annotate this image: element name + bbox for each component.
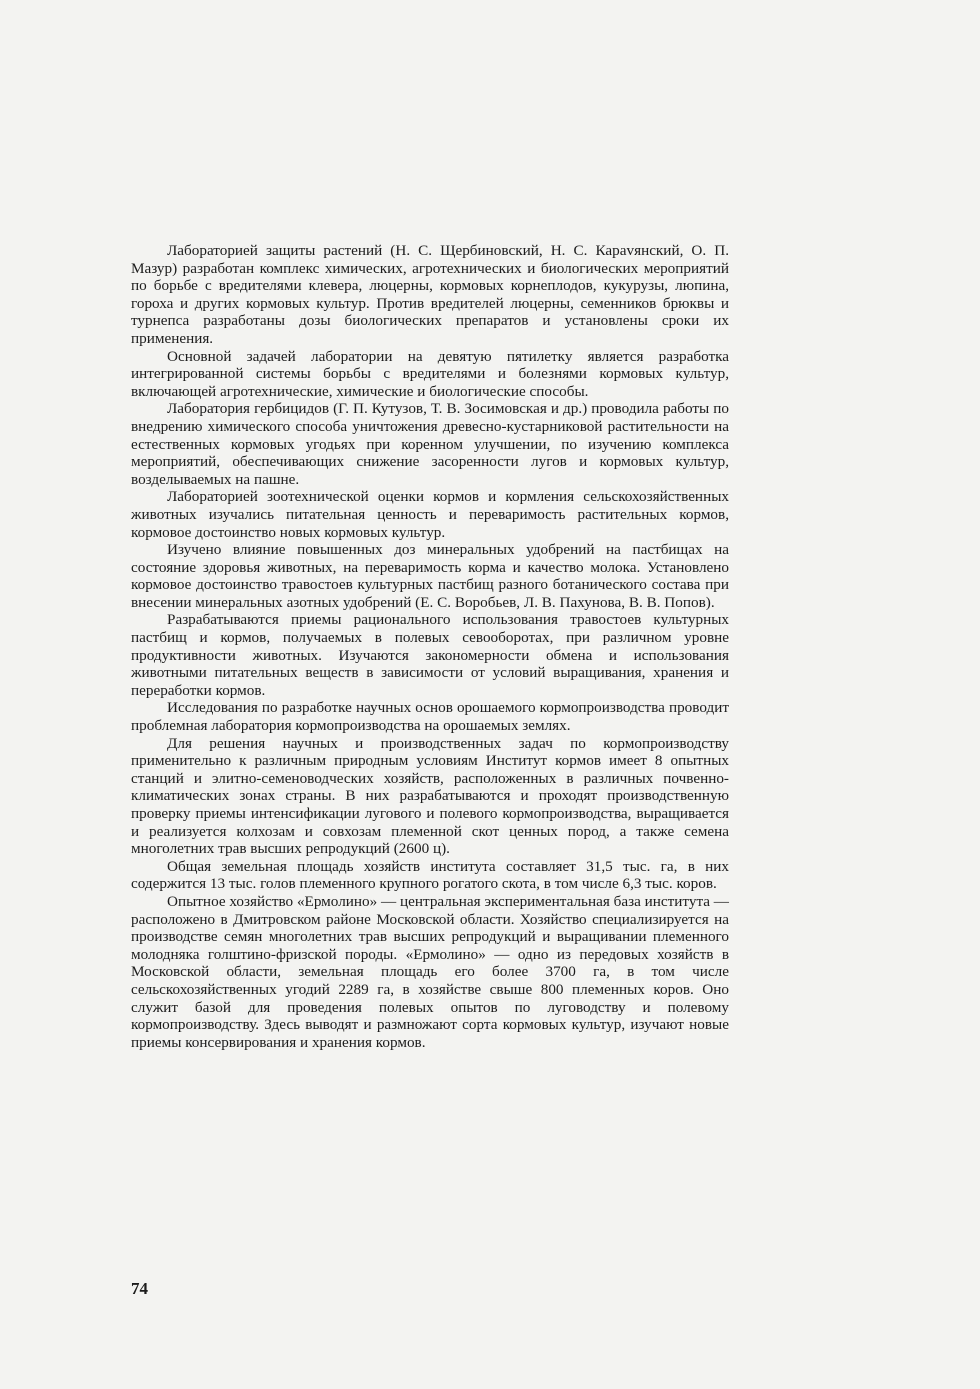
paragraph: Лабораторией зоотехнической оценки кормов и кормления сельскохозяйственных животных изучались питательная ценность и переваримость растительных кормов, кормовое достоинство новых кормовых культур. <box>131 488 729 541</box>
paragraph: Для решения научных и производственных задач по кормопроизводству применительно к различным природным условиям Институт кормов имеет 8 опытных станций и элитно-семеноводческих хозяйств, расположенных в различных почвенно-климатических зонах страны. В них разрабатываются и проходят производственную проверку приемы интенсификации лугового и полевого кормопроизводства, выращивается и реализуется колхозам и совхозам племенной скот ценных пород, а также семена многолетних трав высших репродукций (2600 ц). <box>131 734 729 858</box>
paragraph: Лаборатория гербицидов (Г. П. Кутузов, Т. В. Зосимовская и др.) проводила работы по внедрению химического способа уничтожения древесно-кустарниковой растительности на естественных кормовых угодьях при коренном улучшении, по изучению комплекса мероприятий, обеспечивающих снижение засоренности лугов и кормовых культур, возделываемых на пашне. <box>131 400 729 488</box>
paragraph: Общая земельная площадь хозяйств института составляет 31,5 тыс. га, в них содержится 13 тыс. голов племенного крупного рогатого скота, в том числе 6,3 тыс. коров. <box>131 857 729 893</box>
paragraph: Изучено влияние повышенных доз минеральных удобрений на пастбищах на состояние здоровья животных, на переваримость корма и качество молока. Установлено кормовое достоинство травостоев культурных пастбищ разного ботанического состава при внесении минеральных азотных удобрений (Е. С. Воробьев, Л. В. Пахунова, В. В. Попов). <box>131 541 729 611</box>
document-body <box>131 242 729 1051</box>
paragraph: Опытное хозяйство «Ермолино» — центральная экспериментальная база института — расположено в Дмитровском районе Московской области. Хозяйство специализируется на производстве семян многолетних трав высших репродукций и выращивании племенного молодняка голштино-фризской породы. «Ермолино» — одно из передовых хозяйств в Московской области, земельная площадь его более 3700 га, в том числе сельскохозяйственных угодий 2289 га, в хозяйстве свыше 800 племенных коров. Оно служит базой для проведения полевых опытов по луговодству и полевому кормопроизводству. Здесь выводят и размножают сорта кормовых культур, изучают новые приемы консервирования и хранения кормов. <box>131 892 729 1051</box>
paragraph: Лабораторией защиты растений (Н. С. Щербиновский, Н. С. Карavянский, О. П. Мазур) разработан комплекс химических, агротехнических и биологических мероприятий по борьбе с вредителями клевера, люцерны, кормовых корнеплодов, кукурузы, люпина, гороха и других кормовых культур. Против вредителей люцерны, семенников брюквы и турнепса разработаны дозы биологических препаратов и установлены сроки их применения. <box>131 242 729 347</box>
page-number: 74 <box>131 1279 148 1298</box>
paragraph: Основной задачей лаборатории на девятую пятилетку является разработка интегрированной системы борьбы с вредителями и болезнями кормовых культур, включающей агротехнические, химические и биологические способы. <box>131 347 729 400</box>
paragraph: Исследования по разработке научных основ орошаемого кормопроизводства проводит проблемная лаборатория кормопроизводства на орошаемых землях. <box>131 699 729 735</box>
paragraph: Разрабатываются приемы рационального использования травостоев культурных пастбищ и кормов, получаемых в полевых севооборотах, при различном уровне продуктивности животных. Изучаются закономерности обмена и использования животными питательных веществ в зависимости от условий выращивания, хранения и переработки кормов. <box>131 611 729 699</box>
